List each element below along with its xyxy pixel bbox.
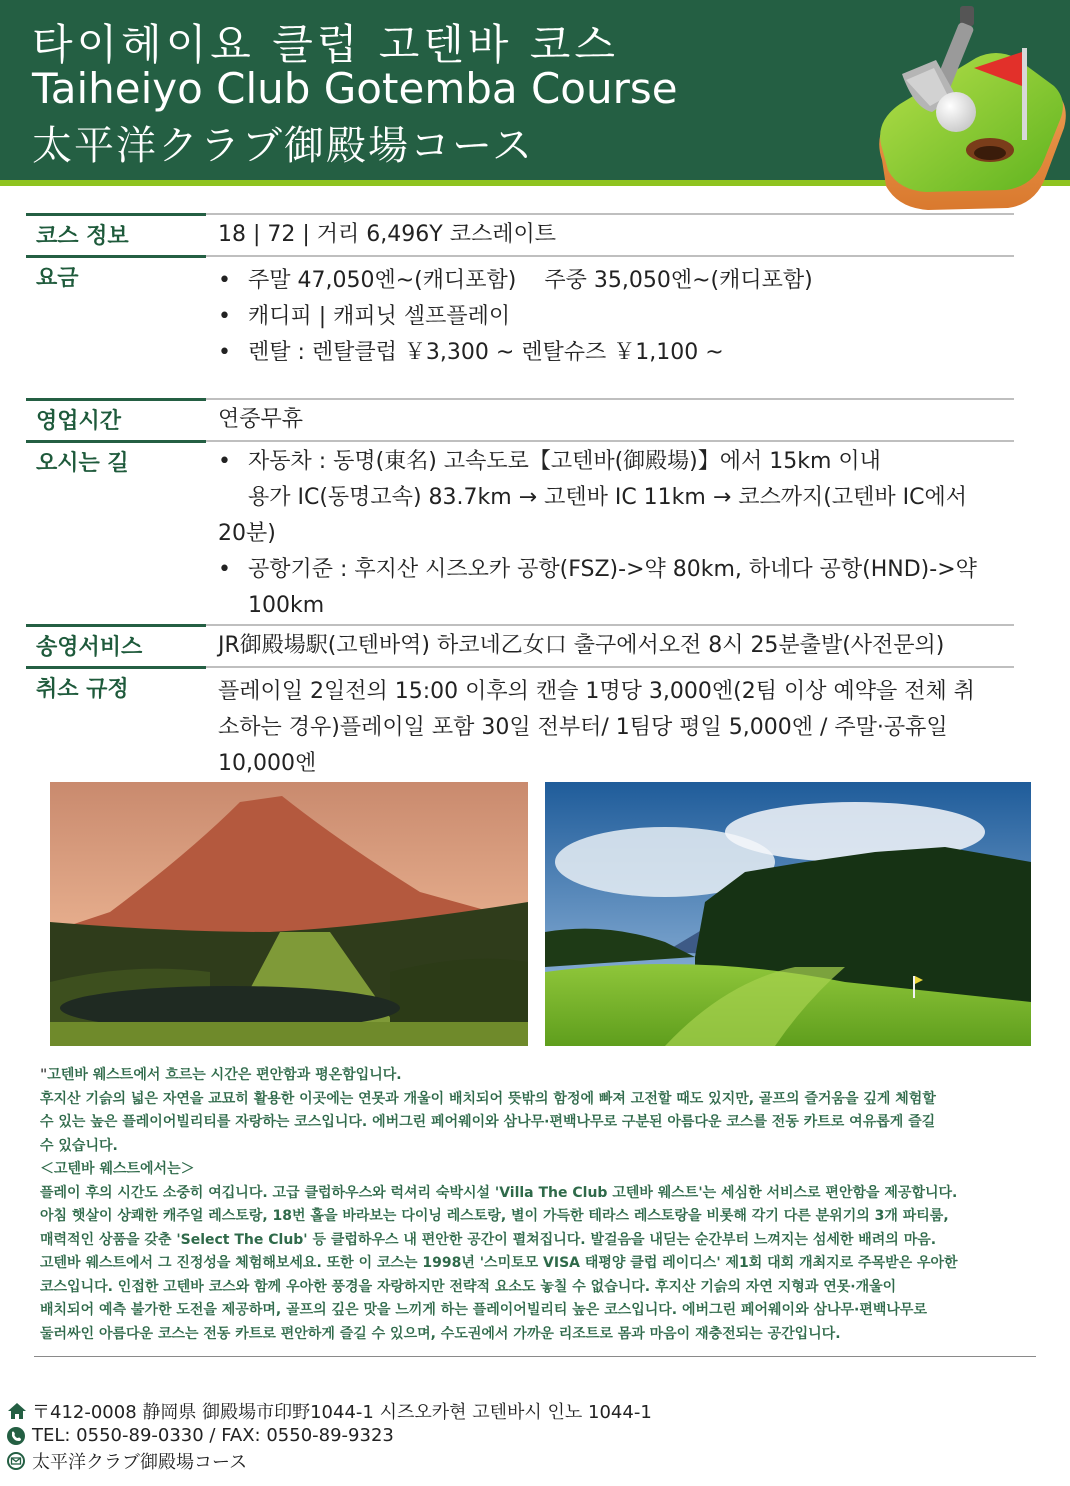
description-line: 수 있습니다. xyxy=(40,1137,118,1154)
info-row-fee xyxy=(26,255,1014,398)
photo-gallery xyxy=(50,782,1030,1046)
access-item-airport xyxy=(218,552,1014,588)
footer-course-name: 太平洋クラブ御殿場コース xyxy=(32,1451,248,1473)
contact-footer xyxy=(6,1398,652,1473)
fee-rental: 렌탈 : 렌탈클럽 ￥3,300 ~ 렌탈슈즈 ￥1,100 ~ xyxy=(248,340,724,365)
bullet-dot: • xyxy=(218,340,231,365)
access-item-car xyxy=(218,444,1014,480)
footer-address: 〒412-0008 静岡県 御殿場市印野1044-1 시즈오카현 고텐바시 인노 1044-1 xyxy=(32,1401,652,1423)
info-row-cancel xyxy=(26,666,1014,786)
label-course-info: 코스 정보 xyxy=(26,215,206,250)
access-airport-line2: 100km xyxy=(248,593,325,618)
value-shuttle: JR御殿場駅(고텐바역) 하코네乙女口 출구에서오전 8시 25분출발(사전문의) xyxy=(218,633,945,658)
access-car-line3: 20분) xyxy=(218,521,276,546)
bullet-dot: • xyxy=(218,449,231,474)
photo-mount-fuji-sunset xyxy=(50,782,528,1046)
label-access: 오시는 길 xyxy=(26,442,206,477)
quote-mark: " xyxy=(40,1067,48,1083)
fee-item xyxy=(218,299,1014,335)
photo-course-blue-sky xyxy=(545,782,1031,1046)
footer-phone-row xyxy=(6,1423,652,1448)
value-hours: 연중무휴 xyxy=(218,407,304,432)
fee-item xyxy=(218,335,1014,371)
cancel-line2: 소하는 경우)플레이일 포함 30일 전부터/ 1팀당 평일 5,000엔 / 주말·공휴일 xyxy=(218,715,948,740)
description-divider xyxy=(34,1356,1036,1357)
access-car-line2: 용가 IC(동명고속) 83.7km → 고텐바 IC 11km → 코스까지(고텐바 IC에서 xyxy=(248,485,967,510)
bullet-dot: • xyxy=(218,268,231,293)
description-quote-line xyxy=(40,1064,1040,1088)
description-subheading: ＜고텐바 웨스트에서는＞ xyxy=(40,1161,195,1177)
title-english: Taiheiyo Club Gotemba Course xyxy=(32,64,678,113)
info-row-course xyxy=(26,213,1014,255)
description-line: 수 있는 높은 플레이어빌리티를 자랑하는 코스입니다. 에버그린 페어웨이와 삼나무·편백나무로 구분된 아름다운 코스를 전동 카트로 여유롭게 즐길 xyxy=(40,1114,936,1130)
info-row-hours xyxy=(26,398,1014,440)
value-access xyxy=(218,442,1014,626)
label-shuttle: 송영서비스 xyxy=(26,626,206,661)
course-info-table xyxy=(26,213,1014,786)
value-cancel xyxy=(218,668,1014,784)
cancel-line3: 10,000엔 xyxy=(218,751,317,776)
description-line: 후지산 기슭의 넓은 자연을 교묘히 활용한 이곳에는 연못과 개울이 배치되어 뜻밖의 함정에 빠져 고전할 때도 있지만, 골프의 즐거움을 깊게 체험할 xyxy=(40,1090,936,1107)
cancel-line1: 플레이일 2일전의 15:00 이후의 캔슬 1명당 3,000엔(2팀 이상 예약을 전체 취 xyxy=(218,679,975,704)
fee-item xyxy=(218,263,1014,299)
description-line: 고텐바 웨스트에서 그 진정성을 체험해보세요. 또한 이 코스는 1998년 '스미토모 VISA 태평양 클럽 레이디스' 제1회 대회 개최지로 주목받은 우아한 xyxy=(40,1255,958,1271)
description-quote: 고텐바 웨스트에서 흐르는 시간은 편안함과 평온함입니다. xyxy=(47,1067,402,1083)
label-fee: 요금 xyxy=(26,257,206,292)
info-row-access xyxy=(26,440,1014,624)
value-course-info: 18 | 72 | 거리 6,496Y 코스레이트 xyxy=(218,222,556,247)
footer-address-row xyxy=(6,1398,652,1423)
description-line: 아침 햇살이 상쾌한 캐주얼 레스토랑, 18번 홀을 바라보는 다이닝 레스토랑, 별이 가득한 테라스 레스토랑을 비롯해 각기 다른 분위기의 3개 파티룸, xyxy=(40,1208,949,1224)
course-description xyxy=(40,1064,1040,1346)
info-row-shuttle xyxy=(26,624,1014,666)
bullet-dot: • xyxy=(218,557,231,582)
description-line: 매력적인 상품을 갖춘 'Select The Club' 등 클럽하우스 내 편안한 공간이 펼쳐집니다. 발걸음을 내딛는 순간부터 느껴지는 섬세한 배려의 마음. xyxy=(40,1231,937,1248)
description-line: 플레이 후의 시간도 소중히 여깁니다. 고급 클럽하우스와 럭셔리 숙박시설 'Villa The Club 고텐바 웨스트'는 세심한 서비스로 편안함을 제공합니다. xyxy=(40,1184,958,1201)
title-korean: 타이헤이요 클럽 고텐바 코스 xyxy=(32,20,619,69)
value-fee xyxy=(218,257,1014,373)
footer-name-row xyxy=(6,1448,652,1473)
phone-icon xyxy=(6,1426,32,1446)
label-hours: 영업시간 xyxy=(26,400,206,435)
label-cancel: 취소 규정 xyxy=(26,668,206,703)
fee-caddie: 캐디피 | 캐피닛 셀프플레이 xyxy=(248,304,511,329)
home-icon xyxy=(6,1401,32,1421)
title-japanese: 太平洋クラブ御殿場コース xyxy=(32,123,534,169)
description-line: 코스입니다. 인접한 고텐바 코스와 함께 우아한 풍경을 자랑하지만 전략적 요소도 놓칠 수 없습니다. 후지산 기슭의 자연 지형과 연못·개울이 xyxy=(40,1278,897,1295)
fee-weekday: 주중 35,050엔~(캐디포함) xyxy=(544,268,813,293)
description-line: 배치되어 예측 불가한 도전을 제공하며, 골프의 깊은 맛을 느끼게 하는 플레이어빌리티 높은 코스입니다. 에버그린 페어웨이와 삼나무·편백나무로 xyxy=(40,1302,927,1318)
bullet-dot: • xyxy=(218,304,231,329)
footer-phone[interactable]: TEL: 0550-89-0330 / FAX: 0550-89-9323 xyxy=(32,1425,394,1446)
golf-club-icon xyxy=(868,0,1070,214)
fee-weekend: 주말 47,050엔~(캐디포함) xyxy=(248,268,517,293)
mail-icon xyxy=(6,1451,32,1471)
access-airport-line1: 공항기준 : 후지산 시즈오카 공항(FSZ)->약 80km, 하네다 공항(HND)->약 xyxy=(248,557,977,582)
fee-item-text xyxy=(248,263,1014,299)
description-line: 둘러싸인 아름다운 코스는 전동 카트로 편안하게 즐길 수 있으며, 수도권에서 가까운 리조트로 몸과 마음이 재충전되는 공간입니다. xyxy=(40,1325,841,1342)
access-car-line1: 자동차 : 동명(東名) 고속도로【고텐바(御殿場)】에서 15km 이내 xyxy=(248,449,881,474)
